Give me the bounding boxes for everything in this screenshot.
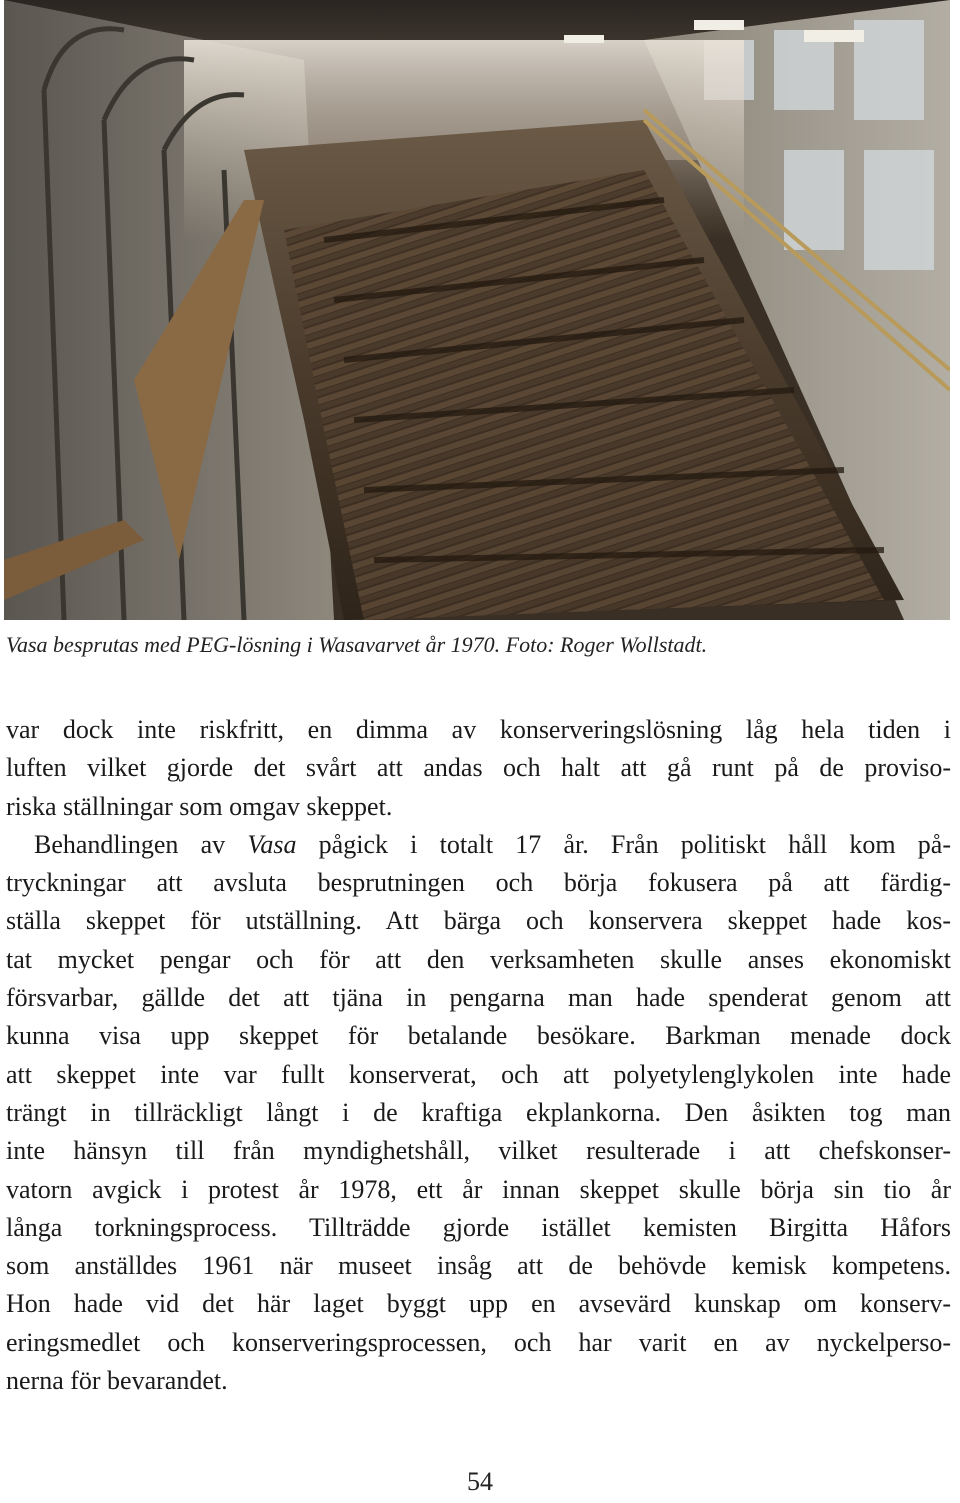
paragraph-line: inte hänsyn till från myndighetshåll, vilket resulterade i att chefskonser- (6, 1136, 951, 1166)
paragraph-line: att skeppet inte var fullt konserverat, och att polyetylenglykolen inte hade (6, 1059, 951, 1089)
paragraph-line: luften vilket gjorde det svårt att andas och halt att gå runt på de proviso- (6, 753, 951, 783)
paragraph-line: trängt in tillräckligt långt i de kraftiga ekplankorna. Den åsikten tog man (6, 1097, 951, 1127)
paragraph-line (6, 826, 951, 864)
paragraph-line: tat mycket pengar och för att den verksamheten skulle anses ekonomiskt (6, 944, 951, 974)
paragraph-line: ställa skeppet för utställning. Att bärga och konservera skeppet hade kos- (6, 906, 951, 936)
photo-caption: Vasa besprutas med PEG-lösning i Wasavarvet år 1970. Foto: Roger Wollstadt. (6, 632, 708, 657)
ship-photo-illustration (4, 0, 950, 620)
paragraph-line: var dock inte riskfritt, en dimma av konserveringslösning låg hela tiden i (6, 715, 951, 744)
paragraph-text: pågick i totalt 17 år. Från politiskt håll kom på- (296, 829, 952, 859)
paragraph-line: försvarbar, gällde det att tjäna in pengarna man hade spenderat genom att (6, 983, 951, 1013)
ship-photo (4, 0, 950, 620)
paragraph-line: eringsmedlet och konserveringsprocessen, och har varit en av nyckelperso- (6, 1327, 951, 1357)
paragraph-line: nerna för bevarandet. (6, 1366, 228, 1396)
body-text (6, 711, 951, 1400)
paragraph-line: riska ställningar som omgav skeppet. (6, 791, 393, 821)
ship-name-italic: Vasa (247, 829, 297, 859)
paragraph-text: Behandlingen av (34, 829, 248, 859)
page-number: 54 (467, 1467, 493, 1496)
paragraph-line: kunna visa upp skeppet för betalande besökare. Barkman menade dock (6, 1021, 951, 1051)
paragraph-line: tryckningar att avsluta besprutningen och börja fokusera på att färdig- (6, 868, 951, 898)
paragraph-line: som anställdes 1961 när museet insåg att de behövde kemisk kompetens. (6, 1251, 951, 1281)
paragraph-line: vatorn avgick i protest år 1978, ett år innan skeppet skulle börja sin tio år (6, 1174, 951, 1204)
paragraph-line: långa torkningsprocess. Tillträdde gjorde istället kemisten Birgitta Håfors (6, 1212, 951, 1242)
paragraph-line: Hon hade vid det här laget byggt upp en avsevärd kunskap om konserv- (6, 1289, 951, 1319)
